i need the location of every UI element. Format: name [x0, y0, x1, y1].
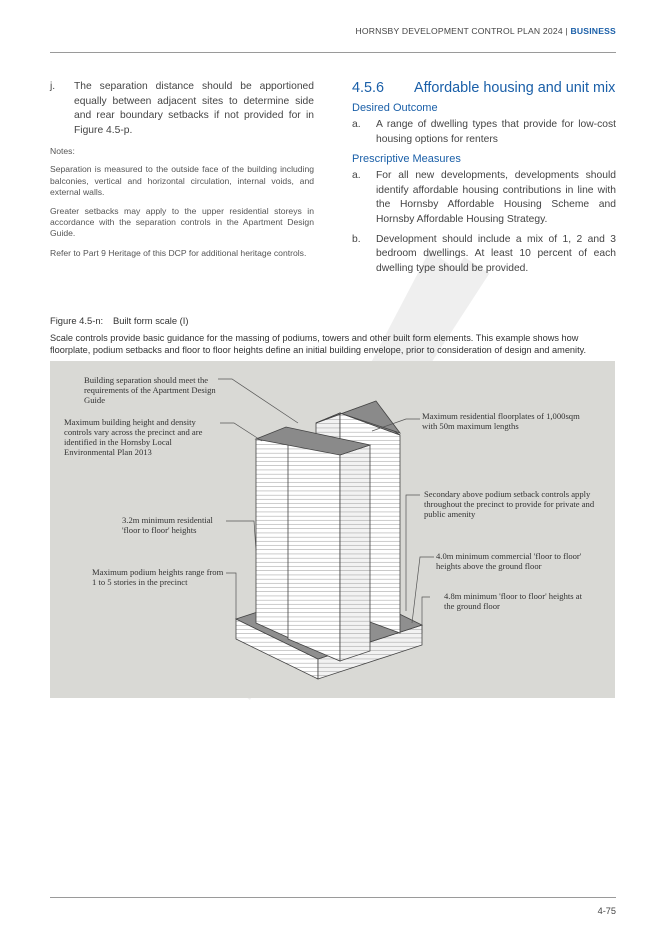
note-setbacks: Greater setbacks may apply to the upper residential storeys in accordance with the separation controls in the Apartment Design Guide.: [50, 205, 314, 239]
figure-title: Built form scale (I): [113, 315, 189, 326]
annotation-residential-floor-height: 3.2m minimum residential 'floor to floor' heights: [122, 515, 213, 535]
section-title: Affordable housing and unit mix: [414, 80, 616, 96]
section-number: 4.5.6: [352, 80, 385, 96]
built-form-diagram: [50, 361, 615, 698]
footer-divider: [50, 897, 616, 898]
header-title: HORNSBY DEVELOPMENT CONTROL PLAN 2024 |: [355, 26, 571, 36]
notes-label: Notes:: [50, 146, 75, 157]
figure-caption: [50, 315, 189, 326]
annotation-floorplates: Maximum residential floorplates of 1,000sqm with 50m maximum lengths: [422, 411, 580, 431]
annotation-secondary-setback: Secondary above podium setback controls apply throughout the precinct to provide for private and public amenity: [424, 489, 595, 519]
page-number: 4-75: [597, 906, 616, 916]
right-column: [352, 80, 616, 281]
section-heading: [352, 80, 616, 96]
running-header: [355, 26, 616, 36]
header-section: BUSINESS: [570, 26, 616, 36]
note-heritage: Refer to Part 9 Heritage of this DCP for additional heritage controls.: [50, 247, 307, 258]
list-item-j: j. The separation distance should be apportioned equally between adjacent sites to determine side and rear boundary setbacks if not provided for in Figure 4.5-p.: [50, 81, 314, 136]
annotation-commercial-floor-height: 4.0m minimum commercial 'floor to floor' heights above the ground floor: [436, 551, 582, 571]
prescriptive-item-b: b. Development should include a mix of 1, 2 and 3 bedroom dwellings. At least 10 percent of each dwelling type should be provided.: [352, 233, 616, 274]
header-divider: [50, 52, 616, 53]
note-separation: Separation is measured to the outside face of the building including balconies, vertical and horizontal circulation, internal voids, and external walls.: [50, 164, 314, 197]
figure-label: Figure 4.5-n:: [50, 315, 104, 326]
tower-front: [256, 427, 370, 661]
annotation-separation: Building separation should meet the requirements of the Apartment Design Guide: [84, 375, 216, 405]
annotation-height-density: Maximum building height and density controls vary across the precinct and are identified in the Hornsby Local Environmental Plan 2013: [64, 417, 203, 457]
prescriptive-item-a: a. For all new developments, developments should identify affordable housing contributions in line with the Hornsby Affordable Housing Scheme and Hornsby Affordable Housing Strategy.: [352, 170, 616, 225]
left-column: [50, 80, 314, 259]
prescriptive-heading: Prescriptive Measures: [352, 153, 461, 166]
annotation-podium-heights: Maximum podium heights range from 1 to 5 stories in the precinct: [92, 567, 224, 587]
annotation-ground-floor-height: 4.8m minimum 'floor to floor' heights at the ground floor: [444, 591, 582, 611]
figure-description: Scale controls provide basic guidance for the massing of podiums, towers and other built form elements. This example shows how floorplate, podium setbacks and floor to floor heights define an initial building envelope, prior to consideration of design and amenity.: [50, 333, 587, 355]
desired-outcome-heading: Desired Outcome: [352, 102, 438, 114]
desired-outcome-item: a. A range of dwelling types that provide for low-cost housing options for renters: [352, 119, 616, 145]
